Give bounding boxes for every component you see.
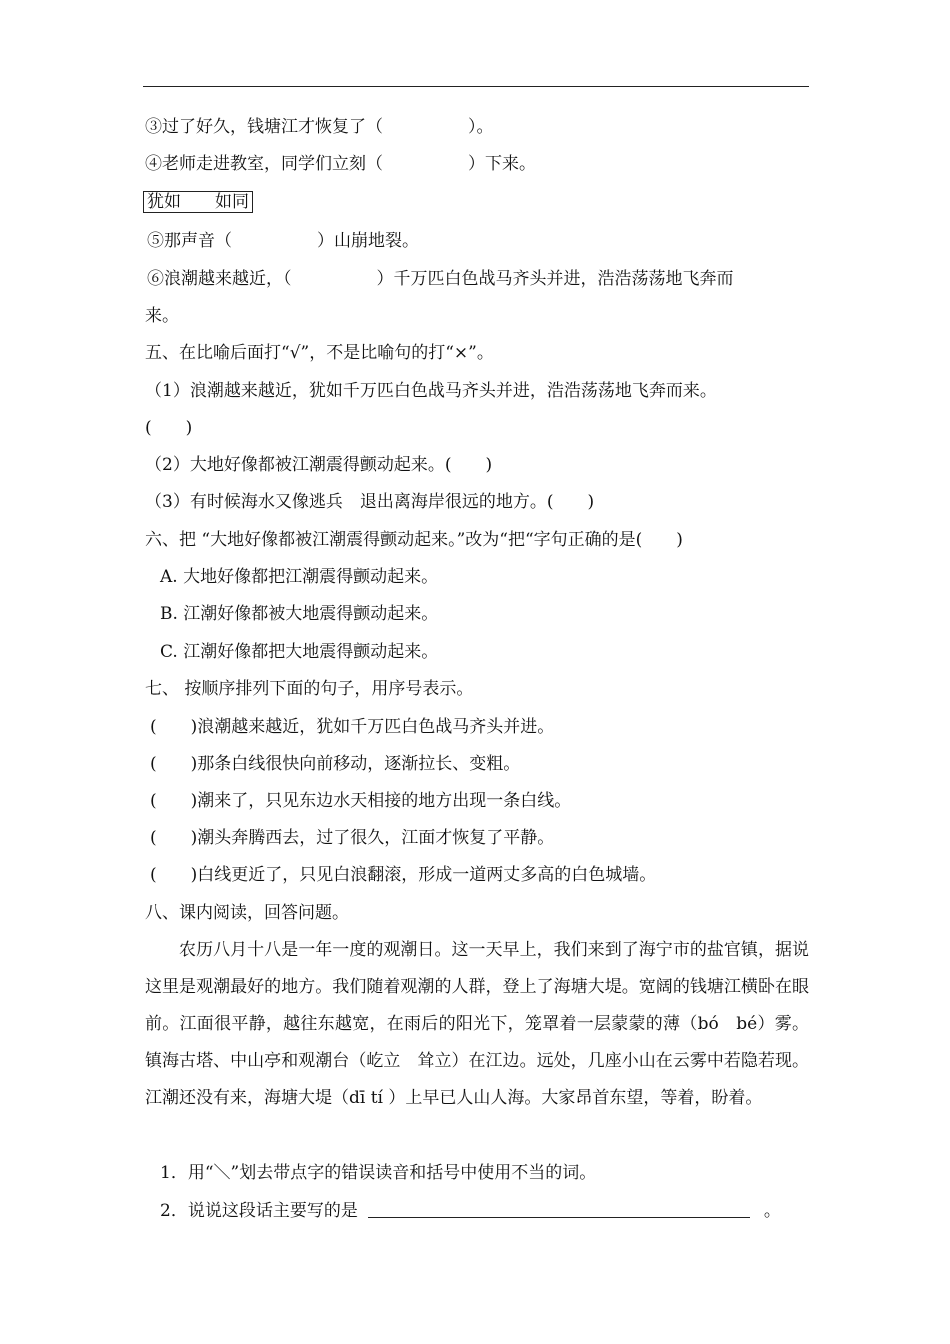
section5-q1-line1: （1）浪潮越来越近，犹如千万匹白色战马齐头并进，浩浩荡荡地飞奔而来。 <box>145 381 717 401</box>
section8-question-2 <box>160 1199 781 1222</box>
section7-item-3: ( )潮来了，只见东边水天相接的地方出现一条白线。 <box>150 791 572 811</box>
word-choice-box-text: 犹如 如同 <box>143 191 253 213</box>
header-rule <box>143 86 809 87</box>
vocab-item-6-line1: ⑥浪潮越来越近，（ ）千万匹白色战马齐头并进，浩浩荡荡地飞奔而 <box>147 269 734 289</box>
vocab-item-5: ⑤那声音（ ）山崩地裂。 <box>147 231 419 251</box>
answer-blank[interactable] <box>368 1199 750 1218</box>
word-choice-box <box>143 191 253 213</box>
section5-q3: （3）有时候海水又像逃兵 退出离海岸很远的地方。( ) <box>145 492 595 512</box>
section5-q2: （2）大地好像都被江潮震得颤动起来。( ) <box>145 455 493 475</box>
section7-heading: 七、 按顺序排列下面的句子，用序号表示。 <box>145 679 474 699</box>
section7-item-5: ( )白线更近了，只见白浪翻滚，形成一道两丈多高的白色城墙。 <box>150 865 657 885</box>
vocab-item-4: ④老师走进教室，同学们立刻（ ）下来。 <box>145 154 536 174</box>
section7-item-4: ( )潮头奔腾西去，过了很久，江面才恢复了平静。 <box>150 828 555 848</box>
section6-option-c: C. 江潮好像都把大地震得颤动起来。 <box>160 642 439 662</box>
section6-heading: 六、把 “大地好像都被江潮震得颤动起来。”改为“把“字句正确的是( ) <box>145 530 683 550</box>
section8-question-2-label: 2．说说这段话主要写的是 <box>160 1201 358 1221</box>
section8-heading: 八、课内阅读，回答问题。 <box>145 903 349 923</box>
section6-option-b: B. 江潮好像都被大地震得颤动起来。 <box>160 604 439 624</box>
section5-q1-line2: ( ) <box>145 418 193 438</box>
section6-option-a: A. 大地好像都把江潮震得颤动起来。 <box>160 567 439 587</box>
reading-passage: 农历八月十八是一年一度的观潮日。这一天早上，我们来到了海宁市的盐官镇，据说这里是观潮最好的地方。我们随着观潮的人群，登上了海塘大堤。宽阔的钱塘江横卧在眼前。江面很平静，越往东越宽，在雨后的阳光下，笼罩着一层蒙蒙的薄（bó bé）雾。镇海古塔、中山亭和观潮台（屹立 耸立）在江边。远处，几座小山在云雾中若隐若现。江潮还没有来，海塘大堤（dī tí ）上早已人山人海。大家昂首东望，等着，盼着。 <box>145 940 809 1108</box>
section8-question-2-end: 。 <box>763 1201 781 1221</box>
section7-item-2: ( )那条白线很快向前移动，逐渐拉长、变粗。 <box>150 754 521 774</box>
section7-item-1: ( )浪潮越来越近，犹如千万匹白色战马齐头并进。 <box>150 717 555 737</box>
vocab-item-6-line2: 来。 <box>145 306 179 326</box>
vocab-item-3: ③过了好久，钱塘江才恢复了（ ）。 <box>145 117 494 137</box>
section8-question-1: 1．用“＼”划去带点字的错误读音和括号中使用不当的词。 <box>160 1163 597 1183</box>
section5-heading: 五、在比喻后面打“√”，不是比喻句的打“×”。 <box>145 343 494 363</box>
